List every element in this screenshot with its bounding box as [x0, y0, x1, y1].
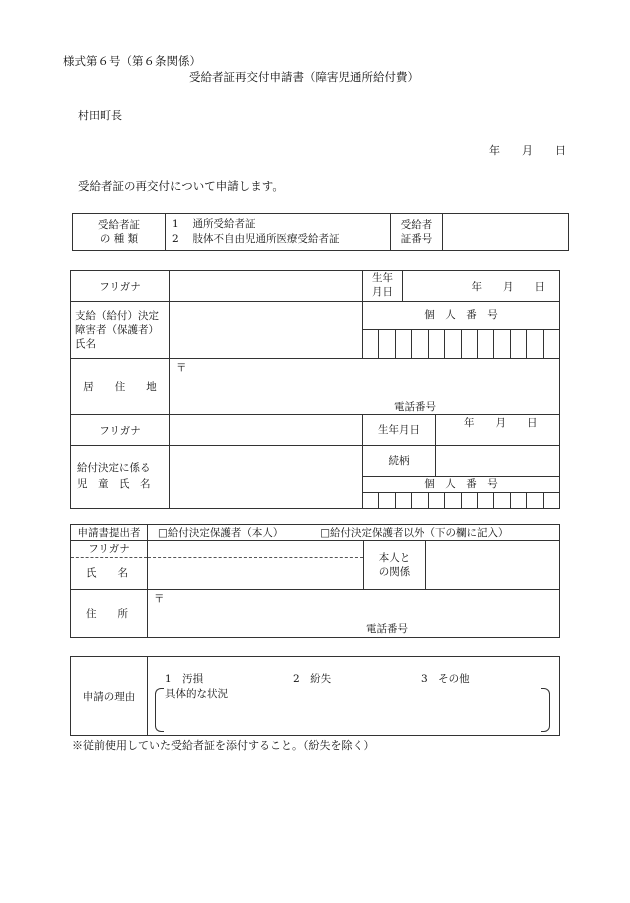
cert-number-label: 受給者 証番号 — [391, 214, 443, 251]
child-furigana-label: フリガナ — [71, 415, 170, 446]
residence-label: 居 住 地 — [71, 359, 170, 415]
submitter-table — [70, 524, 560, 638]
furigana-label: フリガナ — [71, 271, 170, 302]
relation-field[interactable] — [436, 446, 559, 476]
reason-bracket-left — [155, 688, 164, 732]
submitter-relation-field[interactable] — [426, 541, 560, 589]
submitter-phone-label: 電話番号 — [366, 622, 408, 635]
certificate-type-table — [72, 213, 569, 251]
reason-bracket-right — [541, 688, 550, 732]
individual-number-block — [363, 302, 560, 359]
addressee: 村田町長 — [78, 109, 122, 122]
relation-label: 続柄 — [363, 446, 436, 476]
reason-option-1[interactable]: 1 汚損 — [165, 673, 204, 685]
furigana-field[interactable] — [170, 271, 363, 302]
submitter-name-field[interactable] — [148, 541, 364, 589]
phone-label: 電話番号 — [394, 401, 436, 413]
guardian-name-field[interactable] — [170, 302, 363, 359]
individual-number-boxes[interactable] — [363, 330, 559, 358]
option-self-checkbox[interactable]: □給付決定保護者（本人） — [158, 527, 284, 540]
child-birth-date-field[interactable]: 年 月 日 — [464, 417, 538, 429]
submitter-address-field[interactable] — [148, 589, 560, 637]
cert-number-field[interactable] — [443, 214, 569, 251]
child-individual-number-boxes[interactable] — [363, 493, 559, 508]
intro-text: 受給者証の再交付について申請します。 — [78, 179, 284, 193]
reason-option-3[interactable]: 3 その他 — [421, 673, 470, 685]
child-furigana-field[interactable] — [170, 415, 363, 446]
reason-field[interactable] — [148, 657, 560, 736]
birth-label: 生年 月日 — [363, 271, 403, 302]
submitter-options[interactable] — [148, 525, 560, 541]
residence-field[interactable] — [170, 359, 560, 415]
applicant-table — [70, 270, 560, 509]
guardian-name-label: 支給（給付）決定障害者（保護者）氏名 — [71, 302, 170, 359]
submitter-name-label: 氏 名 — [86, 567, 128, 580]
date-line[interactable]: 年 月 日 — [489, 144, 566, 157]
submitter-relation-label: 本人と の関係 — [364, 541, 426, 589]
child-individual-number-label: 個 人 番 号 — [363, 477, 559, 493]
submitter-postal-mark: 〒 — [154, 592, 165, 605]
cert-option-1: 1 通所受給者証 — [172, 218, 256, 231]
reason-label: 申請の理由 — [71, 657, 148, 736]
cert-type-label: 受給者証 の 種 類 — [73, 214, 166, 251]
child-name-label: 給付決定に係る 児 童 氏 名 — [71, 446, 170, 509]
submitter-furigana-label: フリガナ — [71, 541, 147, 558]
submitter-label: 申請書提出者 — [71, 525, 148, 541]
reason-detail-label: 具体的な状況 — [165, 688, 228, 700]
individual-number-label: 個 人 番 号 — [363, 302, 559, 330]
child-birth-label: 生年月日 — [363, 415, 436, 445]
cert-type-options[interactable] — [166, 214, 391, 251]
child-birth-block — [363, 415, 560, 446]
cert-option-2: 2 肢体不自由児通所医療受給者証 — [172, 233, 340, 245]
submitter-address-label: 住 所 — [71, 589, 148, 637]
birth-date-field[interactable]: 年 月 日 — [403, 271, 560, 302]
form-number: 様式第６号（第６条関係） — [63, 54, 201, 68]
child-relation-block — [363, 446, 560, 509]
footer-note: ※従前使用していた受給者証を添付すること。（紛失を除く） — [72, 739, 375, 752]
postal-mark: 〒 — [176, 362, 187, 374]
reason-table — [70, 656, 560, 736]
option-other-checkbox[interactable]: □給付決定保護者以外（下の欄に記入） — [320, 527, 509, 540]
child-name-field[interactable] — [170, 446, 363, 509]
reason-option-2[interactable]: 2 紛失 — [293, 673, 332, 685]
page-title: 受給者証再交付申請書（障害児通所給付費） — [189, 70, 419, 84]
submitter-name-label-cell — [71, 541, 148, 589]
